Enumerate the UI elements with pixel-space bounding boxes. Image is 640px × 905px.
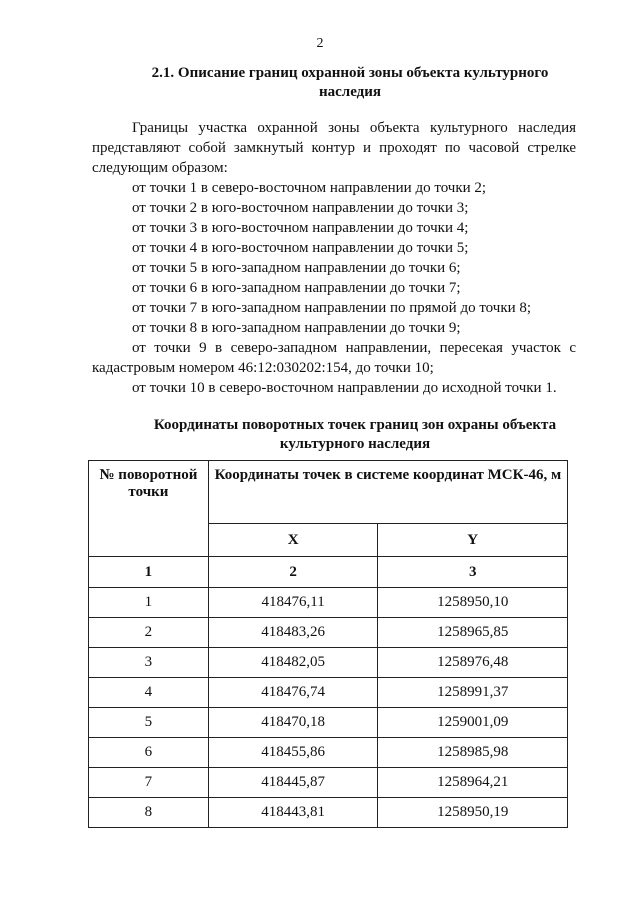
table-row [89, 738, 568, 768]
boundary-description [92, 178, 576, 398]
cell-y: 1258964,21 [378, 768, 568, 798]
cell-y: 1258965,85 [378, 618, 568, 648]
table-title-line2: культурного наследия [279, 436, 431, 452]
table-row [89, 798, 568, 828]
boundary-line-2: от точки 2 в юго-восточном направлении до точки 3; [132, 200, 469, 216]
table-title [120, 416, 590, 454]
column-number-3: 3 [378, 557, 568, 588]
cell-point: 1 [89, 588, 209, 618]
boundary-line-7: от точки 7 в юго-западном направлении по прямой до точки 8; [132, 300, 532, 316]
cell-point: 7 [89, 768, 209, 798]
cell-point: 8 [89, 798, 209, 828]
section-title-line2: наследия [318, 84, 382, 100]
boundary-line-3: от точки 3 в юго-восточном направлении до точки 4; [132, 220, 469, 236]
cell-point: 4 [89, 678, 209, 708]
cell-x: 418455,86 [208, 738, 378, 768]
table-title-line1: Координаты поворотных точек границ зон охраны объекта [153, 417, 557, 433]
cell-point: 3 [89, 648, 209, 678]
boundary-line-6: от точки 6 в юго-западном направлении до точки 7; [132, 280, 461, 296]
section-title-line1: 2.1. Описание границ охранной зоны объекта культурного [151, 65, 549, 81]
cell-x: 418482,05 [208, 648, 378, 678]
cell-y: 1258976,48 [378, 648, 568, 678]
cell-y: 1258950,10 [378, 588, 568, 618]
section-title [90, 64, 610, 102]
cell-x: 418445,87 [208, 768, 378, 798]
table-row [89, 678, 568, 708]
page-number: 2 [316, 36, 324, 51]
cell-x: 418476,11 [208, 588, 378, 618]
cell-y: 1258985,98 [378, 738, 568, 768]
cell-point: 6 [89, 738, 209, 768]
table-row [89, 588, 568, 618]
column-number-2: 2 [208, 557, 378, 588]
coordinates-table [88, 460, 568, 828]
cell-point: 2 [89, 618, 209, 648]
intro-paragraph: Границы участка охранной зоны объекта культурного наследия представляют собой замкнутый контур и проходят по часовой стрелке следующим образом: [92, 120, 576, 176]
cell-x: 418470,18 [208, 708, 378, 738]
table-row [89, 708, 568, 738]
boundary-line-5: от точки 5 в юго-западном направлении до точки 6; [132, 260, 461, 276]
table-row [89, 648, 568, 678]
header-y: Y [378, 524, 568, 557]
cell-x: 418443,81 [208, 798, 378, 828]
boundary-line-10: от точки 10 в северо-восточном направлении до исходной точки 1. [132, 380, 557, 396]
header-point-number: № поворотной точки [89, 461, 209, 557]
cell-x: 418483,26 [208, 618, 378, 648]
boundary-line-9: от точки 9 в северо-западном направлении, пересекая участок с кадастровым номером 46:12:030202:154, до точки 10; [92, 340, 576, 376]
table-row [89, 768, 568, 798]
cell-y: 1258991,37 [378, 678, 568, 708]
cell-x: 418476,74 [208, 678, 378, 708]
boundary-line-4: от точки 4 в юго-восточном направлении до точки 5; [132, 240, 469, 256]
boundary-line-8: от точки 8 в юго-западном направлении до точки 9; [132, 320, 461, 336]
header-x: X [208, 524, 378, 557]
cell-y: 1259001,09 [378, 708, 568, 738]
cell-point: 5 [89, 708, 209, 738]
table-row [89, 618, 568, 648]
cell-y: 1258950,19 [378, 798, 568, 828]
boundary-line-1: от точки 1 в северо-восточном направлении до точки 2; [132, 180, 487, 196]
header-coordinates: Координаты точек в системе координат МСК-46, м [208, 461, 567, 524]
column-number-1: 1 [89, 557, 209, 588]
